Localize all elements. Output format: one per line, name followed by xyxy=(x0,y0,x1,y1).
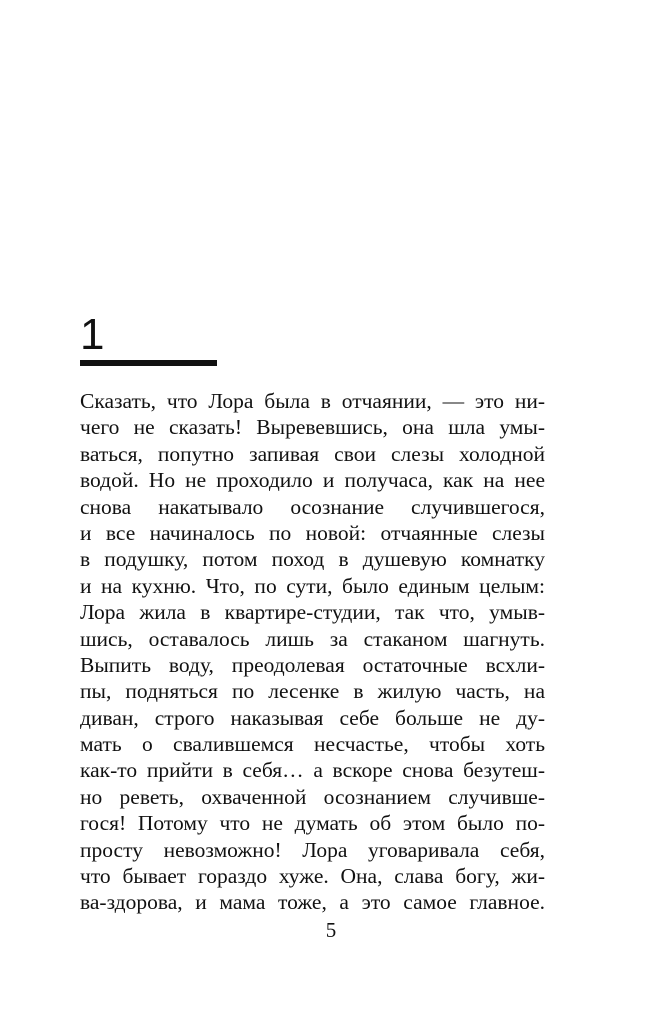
text-line: просту невозможно! Лора уговаривала себя, xyxy=(80,837,545,862)
text-line: как-то прийти в себя… а вскоре снова безутеш- xyxy=(80,758,545,783)
text-line: чего не сказать! Выревевшись, она шла умы- xyxy=(80,415,545,440)
text-line: водой. Но не проходило и получаса, как на нее xyxy=(80,468,545,493)
text-line: в подушку, потом поход в душевую комнатку xyxy=(80,547,545,572)
text-line: диван, строго наказывая себе больше не ду- xyxy=(80,705,545,730)
chapter-number: 1 xyxy=(80,310,105,359)
text-line: и все начиналось по новой: отчаянные слезы xyxy=(80,520,545,545)
text-line: шись, оставалось лишь за стаканом шагнуть. xyxy=(80,626,545,651)
text-line: снова накатывало осознание случившегося, xyxy=(80,494,545,519)
text-line: мать о свалившемся несчастье, чтобы хоть xyxy=(80,732,545,757)
text-line: гося! Потому что не думать об этом было по- xyxy=(80,811,545,836)
text-line: пы, подняться по лесенке в жилую часть, на xyxy=(80,679,545,704)
text-line: Лора жила в квартире-студии, так что, умыв- xyxy=(80,600,545,625)
text-line: и на кухню. Что, по сути, было единым целым: xyxy=(80,573,545,598)
text-line: ва-здорова, и мама тоже, а это самое главное. xyxy=(80,890,545,915)
page-number: 5 xyxy=(325,918,337,942)
text-line: Сказать, что Лора была в отчаянии, — это ни- xyxy=(80,389,545,413)
text-line: ваться, попутно запивая свои слезы холодной xyxy=(80,441,545,466)
text-line: но реветь, охваченной осознанием случивше- xyxy=(80,784,545,809)
body-text xyxy=(80,388,545,916)
chapter-rule xyxy=(80,360,217,366)
text-line: Выпить воду, преодолевая остаточные всхли- xyxy=(80,652,545,677)
text-line: что бывает гораздо хуже. Она, слава богу, жи- xyxy=(80,864,545,889)
